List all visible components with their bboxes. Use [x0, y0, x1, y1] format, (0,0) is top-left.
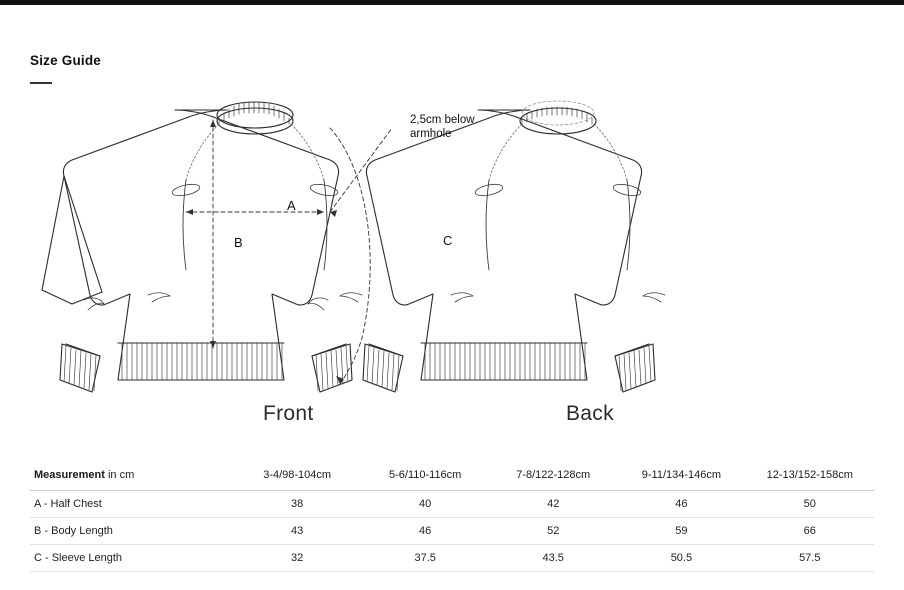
cell-b-5: 66: [746, 518, 874, 545]
size-table-body: [30, 491, 874, 572]
cell-c-5: 57.5: [746, 545, 874, 572]
cell-a-3: 42: [489, 491, 617, 518]
front-view: [42, 102, 362, 392]
table-row: [30, 518, 874, 545]
cell-c-2: 37.5: [361, 545, 489, 572]
caption-back: Back: [566, 402, 614, 425]
header-size-3: 7-8/122-128cm: [489, 465, 617, 491]
table-row: [30, 491, 874, 518]
page-title: Size Guide: [30, 53, 102, 68]
row-label-c: C - Sleeve Length: [30, 545, 233, 572]
caption-front: Front: [263, 402, 314, 425]
armhole-annotation: [410, 113, 475, 142]
header-size-4: 9-11/134-146cm: [617, 465, 745, 491]
armhole-annotation-line2: armhole: [410, 128, 452, 141]
cell-c-3: 43.5: [489, 545, 617, 572]
row-label-b: B - Body Length: [30, 518, 233, 545]
dimension-label-c: C: [443, 233, 453, 248]
cell-a-2: 40: [361, 491, 489, 518]
dimension-label-a: A: [287, 198, 296, 213]
cell-a-4: 46: [617, 491, 745, 518]
cell-a-1: 38: [233, 491, 361, 518]
header-size-5: 12-13/152-158cm: [746, 465, 874, 491]
garment-diagram: [0, 80, 904, 440]
table-header-row: [30, 465, 874, 491]
header-measurement-label: Measurement: [34, 469, 105, 481]
cell-b-1: 43: [233, 518, 361, 545]
cell-c-4: 50.5: [617, 545, 745, 572]
size-table-head: [30, 465, 874, 491]
header-size-1: 3-4/98-104cm: [233, 465, 361, 491]
back-view: [363, 101, 665, 392]
dimension-label-b: B: [234, 235, 243, 250]
cell-b-4: 59: [617, 518, 745, 545]
header-measurement-unit: in cm: [104, 469, 135, 481]
table-row: [30, 545, 874, 572]
size-table-wrapper: [30, 465, 874, 572]
cell-a-5: 50: [746, 491, 874, 518]
header-measurement: [30, 465, 233, 491]
header-size-2: 5-6/110-116cm: [361, 465, 489, 491]
arrow-heads: [186, 120, 344, 384]
cell-c-1: 32: [233, 545, 361, 572]
row-label-a: A - Half Chest: [30, 491, 233, 518]
size-table: [30, 465, 874, 572]
cell-b-3: 52: [489, 518, 617, 545]
armhole-annotation-line1: 2,5cm below: [410, 114, 475, 126]
cell-b-2: 46: [361, 518, 489, 545]
